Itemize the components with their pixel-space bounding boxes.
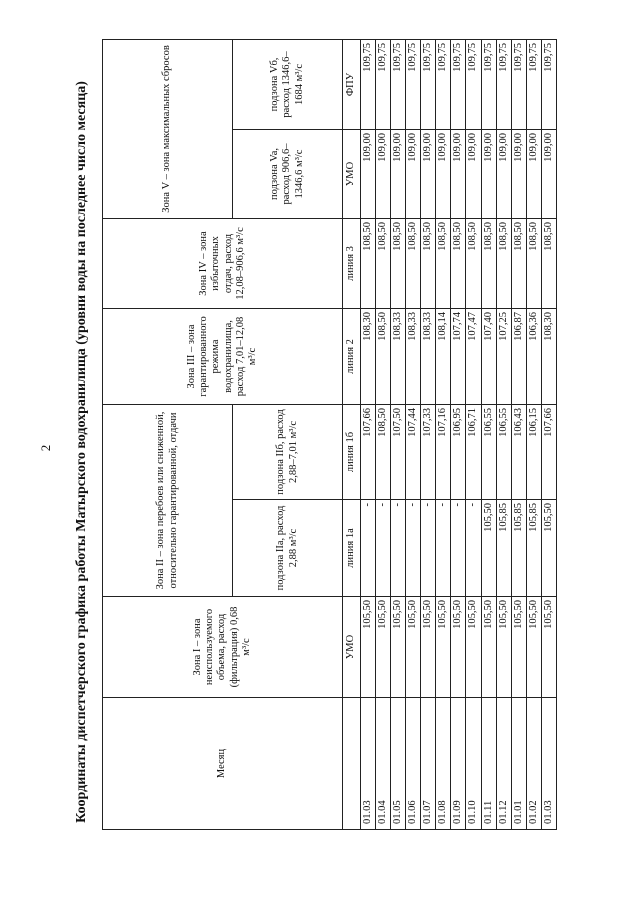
table-row xyxy=(391,39,406,829)
value-cell: 105,50 xyxy=(361,597,376,698)
value-cell: 108,50 xyxy=(526,219,541,309)
header-zone-2b: подзона IIб, расход 2,88–7,01 м³/с xyxy=(233,405,343,500)
value-cell: 109,75 xyxy=(391,39,406,129)
month-cell: 01.03 xyxy=(541,698,556,830)
value-cell: 108,33 xyxy=(406,309,421,405)
value-cell: 108,30 xyxy=(361,309,376,405)
value-cell: 109,75 xyxy=(496,39,511,129)
header-zone-2: Зона II – зона перебоев или сниженной, относительно гарантированной, отдачи xyxy=(103,405,233,597)
table-row xyxy=(421,39,436,829)
value-cell: - xyxy=(406,500,421,597)
value-cell: 106,71 xyxy=(466,405,481,500)
value-cell: 105,50 xyxy=(481,597,496,698)
month-cell: 01.06 xyxy=(406,698,421,830)
header-zone-1: Зона I – зона неиспользуемого объема, расход (фильтрация) 0,68 м³/с xyxy=(103,597,343,698)
value-cell: 109,00 xyxy=(481,130,496,219)
sub-label: линия 2 xyxy=(343,309,361,405)
value-cell: 109,00 xyxy=(526,130,541,219)
value-cell: 108,50 xyxy=(376,405,391,500)
value-cell: - xyxy=(376,500,391,597)
value-cell: 105,50 xyxy=(436,597,451,698)
month-cell: 01.09 xyxy=(451,698,466,830)
table-row xyxy=(436,39,451,829)
header-zone-4: Зона IV – зона избыточных отдач, расход 12,08–906,6 м³/с xyxy=(103,219,343,309)
value-cell: 107,44 xyxy=(406,405,421,500)
header-zone-5a: подзона Va, расход 906,6–1346,6 м³/с xyxy=(233,130,343,219)
table-row xyxy=(361,39,376,829)
value-cell: 109,75 xyxy=(421,39,436,129)
month-cell: 01.08 xyxy=(436,698,451,830)
value-cell: 105,85 xyxy=(496,500,511,597)
value-cell: 108,50 xyxy=(541,219,556,309)
value-cell: - xyxy=(466,500,481,597)
table-container xyxy=(102,40,554,830)
value-cell: 105,50 xyxy=(391,597,406,698)
value-cell: 107,66 xyxy=(541,405,556,500)
value-cell: 108,14 xyxy=(436,309,451,405)
value-cell: 109,00 xyxy=(421,130,436,219)
value-cell: 106,55 xyxy=(481,405,496,500)
value-cell: 109,75 xyxy=(541,39,556,129)
value-cell: 108,50 xyxy=(391,219,406,309)
value-cell: 107,50 xyxy=(391,405,406,500)
value-cell: 105,50 xyxy=(451,597,466,698)
table-row xyxy=(526,39,541,829)
value-cell: 105,50 xyxy=(481,500,496,597)
value-cell: 109,75 xyxy=(436,39,451,129)
sub-label: УМО xyxy=(343,597,361,698)
month-cell: 01.01 xyxy=(511,698,526,830)
value-cell: 109,75 xyxy=(481,39,496,129)
value-cell: - xyxy=(436,500,451,597)
header-blank xyxy=(343,698,361,830)
table-row xyxy=(466,39,481,829)
header-zone-5b: подзона Vб, расход 1346,6–1684 м³/с xyxy=(233,39,343,129)
value-cell: 109,00 xyxy=(376,130,391,219)
value-cell: 108,50 xyxy=(376,219,391,309)
value-cell: - xyxy=(451,500,466,597)
sub-label: линия 1а xyxy=(343,500,361,597)
value-cell: 109,75 xyxy=(406,39,421,129)
month-cell: 01.03 xyxy=(361,698,376,830)
value-cell: - xyxy=(361,500,376,597)
value-cell: 108,50 xyxy=(361,219,376,309)
table-row xyxy=(511,39,526,829)
month-cell: 01.05 xyxy=(391,698,406,830)
table-row xyxy=(406,39,421,829)
value-cell: 108,50 xyxy=(451,219,466,309)
value-cell: 105,85 xyxy=(526,500,541,597)
value-cell: 105,85 xyxy=(511,500,526,597)
value-cell: 109,00 xyxy=(406,130,421,219)
value-cell: 107,66 xyxy=(361,405,376,500)
value-cell: 108,50 xyxy=(496,219,511,309)
value-cell: 109,75 xyxy=(466,39,481,129)
table-row xyxy=(376,39,391,829)
page-number: 2 xyxy=(38,444,53,452)
table-row xyxy=(496,39,511,829)
value-cell: 108,50 xyxy=(466,219,481,309)
month-cell: 01.04 xyxy=(376,698,391,830)
month-cell: 01.10 xyxy=(466,698,481,830)
value-cell: 107,47 xyxy=(466,309,481,405)
header-zone-3: Зона III – зона гарантированного режима водохранилища, расход 7,01–12,08 м³/с xyxy=(103,309,343,405)
month-cell: 01.02 xyxy=(526,698,541,830)
value-cell: - xyxy=(421,500,436,597)
value-cell: 108,33 xyxy=(421,309,436,405)
value-cell: 109,00 xyxy=(466,130,481,219)
sub-label: линия 1б xyxy=(343,405,361,500)
value-cell: 109,00 xyxy=(436,130,451,219)
value-cell: 107,33 xyxy=(421,405,436,500)
value-cell: 109,00 xyxy=(496,130,511,219)
sub-label: ФПУ xyxy=(343,39,361,129)
value-cell: 107,74 xyxy=(451,309,466,405)
value-cell: 105,50 xyxy=(526,597,541,698)
value-cell: 108,50 xyxy=(376,309,391,405)
dispatch-schedule-table xyxy=(102,39,557,830)
header-zone-2a: подзона IIа, расход 2,88 м³/с xyxy=(233,500,343,597)
value-cell: 105,50 xyxy=(496,597,511,698)
value-cell: 107,16 xyxy=(436,405,451,500)
sub-label: линия 3 xyxy=(343,219,361,309)
value-cell: 106,95 xyxy=(451,405,466,500)
table-row xyxy=(481,39,496,829)
sub-label: УМО xyxy=(343,130,361,219)
value-cell: 105,50 xyxy=(541,500,556,597)
table-row xyxy=(541,39,556,829)
value-cell: 109,00 xyxy=(391,130,406,219)
value-cell: 109,00 xyxy=(451,130,466,219)
table-row xyxy=(451,39,466,829)
value-cell: 105,50 xyxy=(376,597,391,698)
value-cell: 108,30 xyxy=(541,309,556,405)
value-cell: 109,75 xyxy=(361,39,376,129)
value-cell: - xyxy=(391,500,406,597)
value-cell: 109,75 xyxy=(511,39,526,129)
value-cell: 107,25 xyxy=(496,309,511,405)
month-cell: 01.12 xyxy=(496,698,511,830)
month-cell: 01.11 xyxy=(481,698,496,830)
value-cell: 109,75 xyxy=(451,39,466,129)
value-cell: 106,36 xyxy=(526,309,541,405)
value-cell: 108,50 xyxy=(406,219,421,309)
header-month: Месяц xyxy=(103,698,343,830)
value-cell: 109,00 xyxy=(511,130,526,219)
value-cell: 108,50 xyxy=(436,219,451,309)
value-cell: 109,00 xyxy=(361,130,376,219)
value-cell: 106,55 xyxy=(496,405,511,500)
value-cell: 106,15 xyxy=(526,405,541,500)
value-cell: 105,50 xyxy=(511,597,526,698)
value-cell: 109,75 xyxy=(376,39,391,129)
value-cell: 108,50 xyxy=(481,219,496,309)
value-cell: 105,50 xyxy=(466,597,481,698)
header-zone-5: Зона V – зона максимальных сбросов xyxy=(103,39,233,218)
value-cell: 109,75 xyxy=(526,39,541,129)
value-cell: 108,50 xyxy=(421,219,436,309)
value-cell: 106,43 xyxy=(511,405,526,500)
value-cell: 107,40 xyxy=(481,309,496,405)
value-cell: 105,50 xyxy=(421,597,436,698)
value-cell: 105,50 xyxy=(541,597,556,698)
value-cell: 108,33 xyxy=(391,309,406,405)
month-cell: 01.07 xyxy=(421,698,436,830)
value-cell: 108,50 xyxy=(511,219,526,309)
value-cell: 109,00 xyxy=(541,130,556,219)
document-title: Координаты диспетчерского графика работы Матырского водохранилища (уровни воды на последнее число месяца) xyxy=(74,81,89,823)
value-cell: 106,87 xyxy=(511,309,526,405)
value-cell: 105,50 xyxy=(406,597,421,698)
